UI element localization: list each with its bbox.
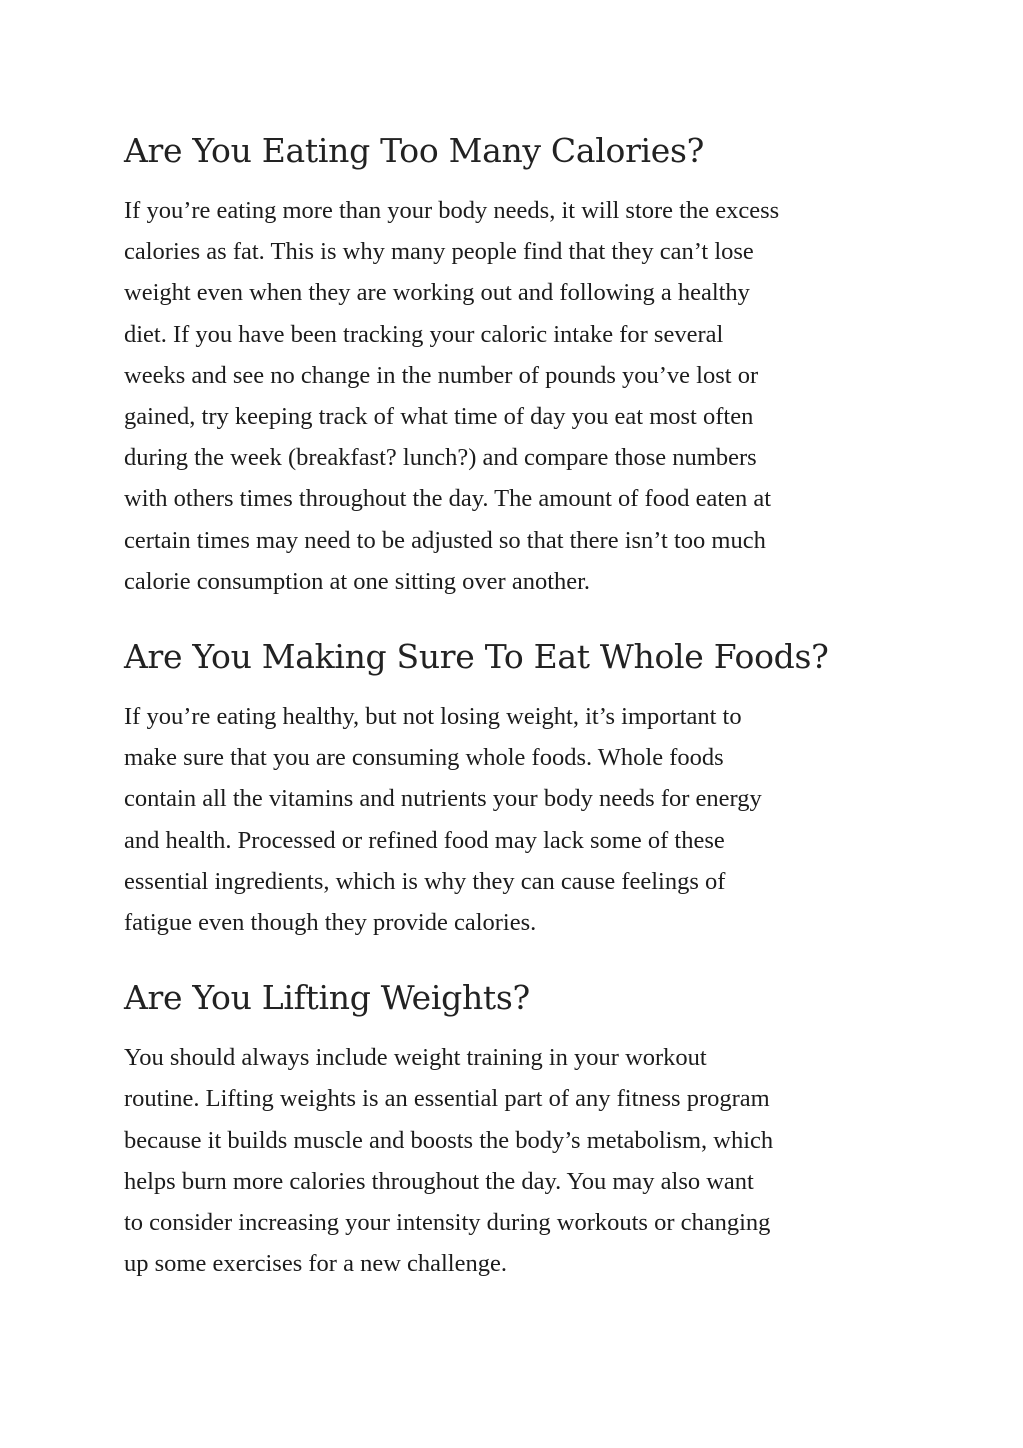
paragraph-line: and health. Processed or refined food may lack some of these — [124, 826, 725, 854]
paragraph-line: helps burn more calories throughout the day. You may also want — [124, 1167, 754, 1195]
paragraph-line: diet. If you have been tracking your caloric intake for several — [124, 320, 724, 348]
paragraph-line: because it builds muscle and boosts the body’s metabolism, which — [124, 1126, 774, 1154]
paragraph-line: contain all the vitamins and nutrients your body needs for energy — [124, 785, 762, 813]
section-paragraph — [124, 696, 914, 943]
paragraph-line: make sure that you are consuming whole foods. Whole foods — [124, 744, 724, 772]
paragraph-line: certain times may need to be adjusted so that there isn’t too much — [124, 526, 766, 554]
section-heading: Are You Making Sure To Eat Whole Foods? — [124, 637, 829, 677]
paragraph-line: routine. Lifting weights is an essential part of any fitness program — [124, 1085, 770, 1113]
paragraph-line: to consider increasing your intensity during workouts or changing — [124, 1209, 771, 1237]
paragraph-line: essential ingredients, which is why they can cause feelings of — [124, 867, 726, 895]
paragraph-line: weight even when they are working out and following a healthy — [124, 279, 750, 307]
paragraph-line: If you’re eating healthy, but not losing weight, it’s important to — [124, 703, 742, 731]
paragraph-line: up some exercises for a new challenge. — [124, 1250, 507, 1278]
paragraph-line: calorie consumption at one sitting over another. — [124, 567, 591, 595]
paragraph-line: calories as fat. This is why many people find that they can’t lose — [124, 238, 754, 266]
paragraph-line: fatigue even though they provide calories. — [124, 909, 537, 937]
section-heading: Are You Eating Too Many Calories? — [124, 131, 705, 170]
section-eating-too-many-calories — [124, 122, 914, 602]
section-heading: Are You Lifting Weights? — [124, 978, 530, 1018]
section-paragraph — [124, 190, 914, 602]
section-paragraph — [124, 1037, 914, 1284]
paragraph-line: weeks and see no change in the number of pounds you’ve lost or — [124, 361, 759, 389]
paragraph-line: with others times throughout the day. The amount of food eaten at — [124, 485, 772, 513]
paragraph-line: If you’re eating more than your body needs, it will store the excess — [124, 197, 780, 224]
paragraph-line: You should always include weight training in your workout — [124, 1044, 707, 1072]
paragraph-line: gained, try keeping track of what time of day you eat most often — [124, 403, 754, 431]
document-page — [124, 122, 914, 1310]
section-lifting-weights — [124, 969, 914, 1284]
paragraph-line: during the week (breakfast? lunch?) and compare those numbers — [124, 444, 757, 472]
section-whole-foods — [124, 628, 914, 943]
